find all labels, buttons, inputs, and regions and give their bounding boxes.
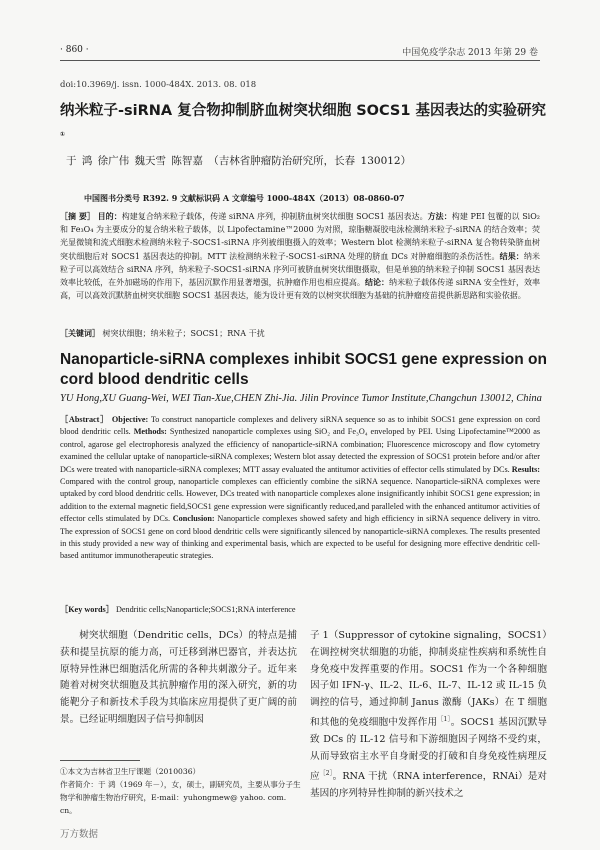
footnote-rule	[60, 760, 140, 761]
english-keywords	[60, 604, 540, 615]
citation-1: ［1］	[437, 715, 451, 723]
methods-en: Synthesized nanoparticle complexes using SiO₂ and Fe₃O₄ enveloped by PEI. Using Lipofectamine™2000 as control, agarose gel electrophoresis analyzed the efficiency of nanoparticle-siRNA combination; Fluorescence microscopy and flow cytometry examined the cellular uptake of nanoparticle-siRNA complexes; Western blot assay detected the expression of SOCS1 protein before and/or after DCs were treated with nanoparticle-siRNA complexes; MTT assay evaluated the antitumor activities of effector cells stimulated by DCs.	[60, 427, 541, 474]
keywords-en-label: ［Key words］	[60, 605, 114, 614]
chinese-title-text: 纳米粒子-siRNA 复合物抑制脐血树突状细胞 SOCS1 基因表达的实验研究	[60, 103, 546, 119]
journal-header: 中国免疫学杂志 2013 年第 29 卷	[402, 48, 538, 58]
objective-cn: 构建复合纳米粒子载体，传递 siRNA 序列，抑制脐血树突状细胞 SOCS1 基因表达。	[121, 212, 428, 221]
chinese-title	[60, 100, 550, 150]
objective-en-label: Objective:	[111, 415, 149, 424]
watermark: 万方数据	[60, 829, 99, 840]
body-right-text-2: 。SOCS1 基因沉默导致 DCs 的 IL-12 信号和下游细胞因子网络不受约束，从而导致宿主水平自身耐受的打破和自身免疫性病理反应	[310, 717, 547, 782]
results-en-label: Results:	[511, 464, 540, 474]
methods-cn: 构建 PEI 包覆的以 SiO₂ 和 Fe₃O₄ 为主要成分的复合纳米粒子载体，以 Lipofectamine™2000 为对照，琼脂糖凝胶电泳检测纳米粒子-siRNA 的结合效率；荧光显微镜和流式细胞术检测纳米粒子-SOCS1-siRNA 序列被细胞摄入的效率；Western blot 检测纳米粒子-siRNA 复合物转染脐血树突状细胞后对 SOCS1 基因表达的抑制。MTT 法检测纳米粒子-SOCS1-siRNA 处理的脐血 DCs 对肿瘤细胞的杀伤活性。	[60, 212, 540, 261]
classification-line: 中国图书分类号 R392. 9 文献标识码 A 文章编号 1000-484X（2013）08-0860-07	[84, 193, 405, 203]
objective-cn-label: 目的：	[97, 212, 122, 221]
conclusion-en-label: Conclusion:	[172, 514, 215, 524]
methods-cn-label: 方法：	[427, 212, 452, 221]
keywords-en-text: Dendritic cells;Nanoparticle;SOCS1;RNA interference	[115, 605, 296, 614]
footnote-author-bio: 作者简介：于 鸿（1969 年－），女，硕士，副研究员，主要从事分子生物学和肿瘤生物治疗研究，E-mail：yuhongmew@ yahoo. com. cn。	[60, 780, 301, 815]
methods-en-label: Methods:	[133, 427, 167, 437]
body-right-paragraph	[310, 628, 547, 802]
results-cn-label: 结果：	[499, 251, 524, 261]
chinese-abstract	[60, 210, 540, 302]
doi: doi:10.3969/j. issn. 1000-484X. 2013. 08. 018	[60, 80, 257, 90]
body-right-text-3: 。RNA 干扰（RNA interference，RNAi）是对基因的序列特异性抑制的新兴技术之	[310, 770, 547, 799]
keywords-cn-text: 树突状细胞；纳米粒子；SOCS1；RNA 干扰	[102, 329, 265, 338]
abstract-en-label: ［Abstract］	[60, 415, 110, 424]
conclusion-cn: 纳米粒子载体传递 siRNA 安全性好，效率高，可以高效沉默脐血树突状细胞 SOCS1 基因表达，能为设计更有效的以树突状细胞为基础的抗肿瘤疫苗提供新思路和实验依据。	[60, 278, 541, 301]
header-rule	[60, 60, 540, 61]
footnote	[60, 765, 305, 817]
title-footnote-mark: ①	[60, 131, 66, 138]
english-title: Nanoparticle-siRNA complexes inhibit SOCS1 gene expression on cord blood dendritic cells	[60, 351, 547, 388]
footnote-funding: ①本文为吉林省卫生厅课题（2010036）	[60, 767, 201, 776]
chinese-authors: 于 鸿 徐广伟 魏天雪 陈智嘉 （吉林省肿瘤防治研究所，长春 130012）	[66, 155, 412, 167]
body-right-text-1: 子 1（Suppressor of cytokine signaling，SOCS1）在调控树突状细胞的功能，抑制炎症性疾病和系统性自身免疫中发挥重要的作用。SOCS1 作为一个各种细胞因子如 IFN-γ、IL-2、IL-6、IL-7、IL-12 或 IL-15 负调控的信号，通过抑制 Janus 激酶（JAKs）在 T 细胞和其他的免疫细胞中发挥作用	[310, 630, 547, 729]
results-en: Compared with the control group, nanoparticle complexes can efficiently combine the siRNA sequence. Nanoparticle-siRNA complexes were uptaked by cord blood dendritic cells. However, DCs treated with nanoparticle complexes alone insignificantly inhibit SOCS1 gene expression; in addition to the external magnetic field,SOCS1 gene expression were significantly reduced,and paralleled with the enhanced antitumor activities of effector cells stimulated by DCs.	[60, 477, 540, 524]
chinese-keywords	[60, 328, 540, 339]
english-authors: YU Hong,XU Guang-Wei, WEI Tian-Xue,CHEN Zhi-Jia. Jilin Province Tumor Institute,Changchun 130012, China	[60, 393, 542, 404]
conclusion-en: Nanoparticle complexes showed safety and high efficiency in siRNA sequence delivery in vitro. The expression of SOCS1 gene on cord blood dendritic cells were significantly silenced by nanoparticle-siRNA complexes. The results presented in this study provided a new way of thinking and experimental basis, which are expected to be useful for designing more effective dendritic cell-based antitumor immunotherapeutic strategies.	[60, 514, 541, 561]
objective-en: To construct nanoparticle complexes and delivery siRNA sequence so as to inhibit SOCS1 gene expression on cord blood dendritic cells.	[60, 415, 541, 437]
abstract-cn-label: ［摘 要］	[60, 212, 96, 221]
english-abstract	[60, 414, 540, 563]
results-cn: 纳米粒子可以高效结合 siRNA 序列，纳米粒子-SOCS1-siRNA 序列可被脐血树突状细胞摄取，但是单独的纳米粒子抑制 SOCS1 基因表达效率比较低，在外加磁场的作用下，基因沉默作用显著增强，抗肿瘤作用也相应提高。	[60, 251, 541, 288]
conclusion-cn-label: 结论：	[364, 278, 390, 288]
citation-2: ［2］	[319, 769, 333, 777]
body-right-column	[310, 628, 547, 802]
body-left-column: 树突状细胞（Dendritic cells，DCs）的特点是捕获和提呈抗原的能力高，可迁移到淋巴器官，并表达抗原特异性淋巴细胞活化所需的各种共刺激分子。近年来随着对树突状细胞及其抗肿瘤作用的深入研究，新的功能靶分子和新技术手段为其临床应用提供了更广阔的前景。已经证明细胞因子信号抑制因	[60, 630, 297, 725]
keywords-cn-label: ［关键词］	[60, 328, 100, 338]
page-number: · 860 ·	[60, 45, 89, 55]
